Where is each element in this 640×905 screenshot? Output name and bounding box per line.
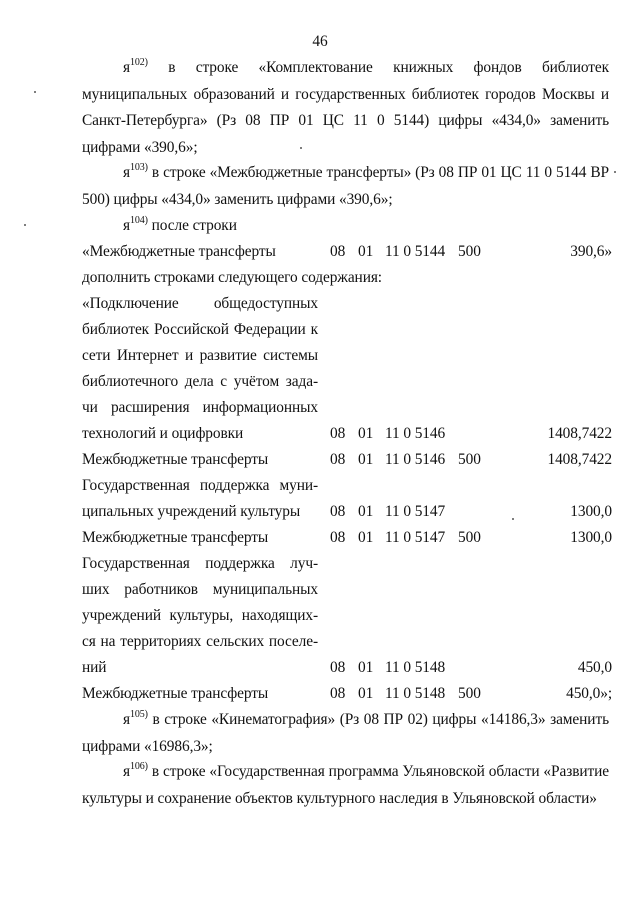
cell-sum: 1300,0 bbox=[570, 529, 612, 546]
row-label-line: «Подключение общедоступных bbox=[82, 295, 318, 312]
table-row bbox=[0, 447, 640, 474]
item-superscript: 102) bbox=[129, 56, 148, 68]
cell-sum: 450,0»; bbox=[566, 685, 612, 702]
row-label: Межбюджетные трансферты bbox=[82, 685, 269, 702]
item-superscript: 103) bbox=[129, 161, 148, 173]
scan-speck bbox=[512, 518, 514, 520]
table-row bbox=[0, 499, 640, 526]
paragraph-text: после строки bbox=[147, 217, 237, 234]
paragraph-text: в строке «Государственная программа Ульяновской области «Развитие культуры и сохранение объектов культурного наследия в Ульяновской области» bbox=[82, 763, 609, 807]
scan-speck bbox=[614, 171, 616, 173]
page-number: 46 bbox=[312, 33, 328, 50]
item-superscript: 105) bbox=[129, 708, 148, 720]
row-label-line: ших работников муниципальных bbox=[82, 581, 318, 598]
cell-sum: 1408,7422 bbox=[547, 425, 612, 442]
cell-rz: 08 bbox=[330, 425, 346, 442]
cell-cs: 11 0 5146 bbox=[385, 425, 446, 442]
cell-sum: 1408,7422 bbox=[547, 451, 612, 468]
cell-rz: 08 bbox=[330, 243, 346, 260]
cell-cs: 11 0 5148 bbox=[385, 659, 446, 676]
item-marker: я bbox=[123, 164, 130, 181]
cell-sum: 1300,0 bbox=[570, 503, 612, 520]
table-row bbox=[0, 525, 640, 552]
row-label-line: ся на территориях сельских поселе- bbox=[82, 633, 318, 650]
paragraph-text: в строке «Комплектование книжных фондов библиотек муниципальных образований и государственных библиотек городов Москвы и Санкт-Петербурга» (Рз 08 ПР 01 ЦС 11 0 5144) цифры «434,0» заменить цифрами «390,6»; bbox=[82, 59, 609, 156]
cell-pr: 01 bbox=[358, 243, 374, 260]
row-label-line: чи расширения информационных bbox=[82, 399, 318, 416]
row-label: ний bbox=[82, 659, 107, 676]
cell-rz: 08 bbox=[330, 451, 346, 468]
item-marker: я bbox=[123, 711, 130, 728]
cell-cs: 11 0 5147 bbox=[385, 503, 446, 520]
cell-pr: 01 bbox=[358, 425, 374, 442]
paragraph-106 bbox=[82, 759, 609, 812]
item-marker: я bbox=[123, 217, 130, 234]
cell-cs: 11 0 5148 bbox=[385, 685, 446, 702]
paragraph-105 bbox=[82, 707, 609, 760]
item-superscript: 106) bbox=[129, 760, 148, 772]
row-label: Межбюджетные трансферты bbox=[82, 529, 269, 546]
paragraph-text: в строке «Межбюджетные трансферты» (Рз 08 ПР 01 ЦС 11 0 5144 ВР 500) цифры «434,0» заменить цифрами «390,6»; bbox=[82, 164, 609, 208]
supplement-line: дополнить строками следующего содержания: bbox=[82, 269, 382, 286]
cell-rz: 08 bbox=[330, 659, 346, 676]
row-label-line: Государственная поддержка луч- bbox=[82, 555, 318, 572]
row-label-line: библиотечного дела с учётом зада- bbox=[82, 373, 318, 390]
cell-sum: 450,0 bbox=[577, 659, 612, 676]
item-superscript: 104) bbox=[129, 214, 148, 226]
scan-speck bbox=[24, 224, 26, 226]
row-label-line: учреждений культуры, находящих- bbox=[82, 607, 318, 624]
scan-speck bbox=[300, 147, 302, 149]
cell-sum: 390,6» bbox=[570, 243, 612, 260]
row-label: «Межбюджетные трансферты bbox=[82, 243, 276, 260]
item-marker: я bbox=[123, 59, 130, 76]
row-label: ципальных учреждений культуры bbox=[82, 503, 301, 520]
cell-pr: 01 bbox=[358, 503, 374, 520]
cell-vr: 500 bbox=[458, 451, 481, 468]
row-label-line: сети Интернет и развитие системы bbox=[82, 347, 318, 364]
row-label: Межбюджетные трансферты bbox=[82, 451, 269, 468]
cell-pr: 01 bbox=[358, 659, 374, 676]
cell-vr: 500 bbox=[458, 529, 481, 546]
row-label: технологий и оцифровки bbox=[82, 425, 244, 442]
cell-pr: 01 bbox=[358, 451, 374, 468]
cell-rz: 08 bbox=[330, 503, 346, 520]
cell-rz: 08 bbox=[330, 685, 346, 702]
scan-speck bbox=[34, 91, 36, 93]
cell-rz: 08 bbox=[330, 529, 346, 546]
row-label-line: библиотек Российской Федерации к bbox=[82, 321, 318, 338]
table-row bbox=[0, 421, 640, 448]
cell-cs: 11 0 5147 bbox=[385, 529, 446, 546]
cell-pr: 01 bbox=[358, 685, 374, 702]
paragraph-text: в строке «Кинематография» (Рз 08 ПР 02) цифры «14186,3» заменить цифрами «16986,3»; bbox=[82, 711, 609, 755]
cell-vr: 500 bbox=[458, 685, 481, 702]
cell-vr: 500 bbox=[458, 243, 481, 260]
table-row bbox=[0, 655, 640, 682]
cell-cs: 11 0 5144 bbox=[385, 243, 446, 260]
cell-cs: 11 0 5146 bbox=[385, 451, 446, 468]
item-marker: я bbox=[123, 763, 130, 780]
row-label-line: Государственная поддержка муни- bbox=[82, 477, 318, 494]
cell-pr: 01 bbox=[358, 529, 374, 546]
table-row bbox=[0, 681, 640, 708]
